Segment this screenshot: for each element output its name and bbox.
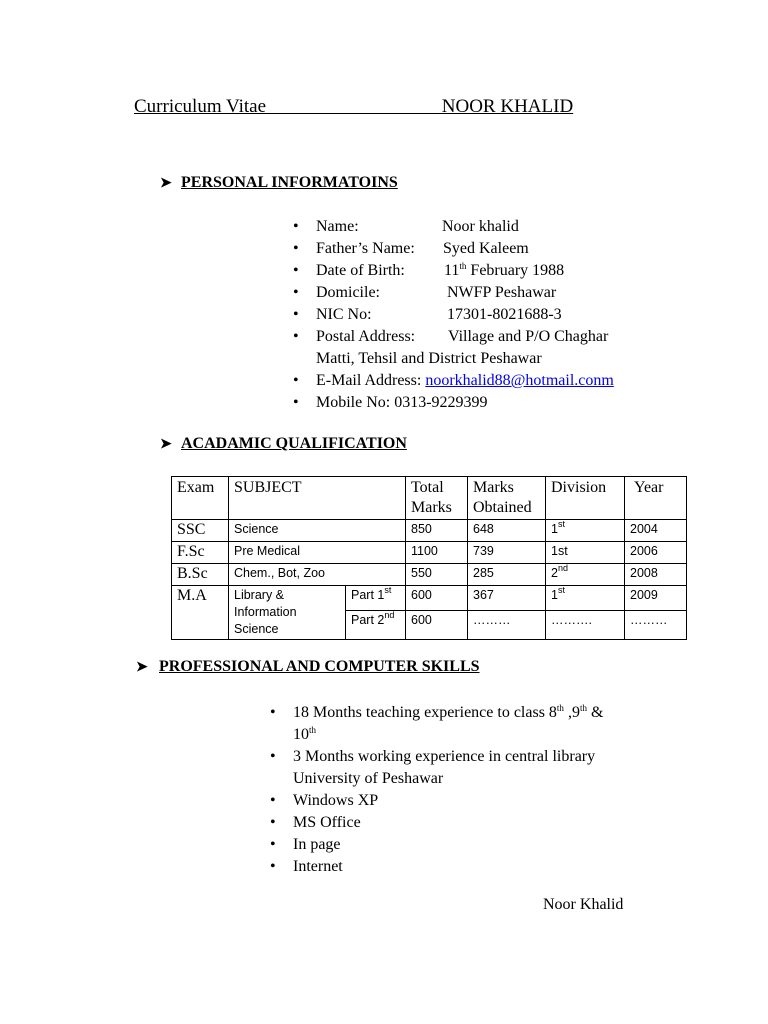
title-underline-gap <box>266 96 442 117</box>
list-item: • NIC No: 17301-8021688-3 <box>291 304 614 326</box>
col-subject: SUBJECT <box>229 477 406 520</box>
list-item: • Mobile No: 0313-9229399 <box>291 392 614 414</box>
skills-list <box>268 702 603 878</box>
academic-heading: ACADAMIC QUALIFICATION <box>181 435 407 452</box>
list-item: • Internet <box>268 856 603 878</box>
list-item: • Father’s Name: Syed Kaleem <box>291 238 614 260</box>
list-item: • Windows XP <box>268 790 603 812</box>
table-row: B.Sc Chem., Bot, Zoo 550 285 2nd 2008 <box>172 564 687 586</box>
qualification-table <box>171 476 687 640</box>
col-exam: Exam <box>172 477 229 520</box>
table-row: F.Sc Pre Medical 1100 739 1st 2006 <box>172 542 687 564</box>
applicant-name: NOOR KHALID <box>441 96 574 117</box>
cv-title: Curriculum Vitae <box>134 96 267 117</box>
list-item: • Date of Birth: 11th February 1988 <box>291 260 614 282</box>
list-item: • Name: Noor khalid <box>291 216 614 238</box>
list-item: • MS Office <box>268 812 603 834</box>
list-item: • Postal Address: Village and P/O Chaghar Matti, Tehsil and District Peshawar <box>291 326 614 370</box>
col-year: Year <box>625 477 687 520</box>
list-item: • In page <box>268 834 603 856</box>
col-total: Total Marks <box>406 477 468 520</box>
personal-info-heading: PERSONAL INFORMATOINS <box>181 174 398 191</box>
list-item: • Domicile: NWFP Peshawar <box>291 282 614 304</box>
table-row: M.A Library & Information Science Part 1st 600 367 1st 2009 <box>172 586 687 611</box>
personal-info-list <box>291 216 614 414</box>
list-item: • 18 Months teaching experience to class 8th ,9th & 10th <box>268 702 603 746</box>
table-row: Part 2nd 600 ……… ………. ……… <box>172 610 687 639</box>
arrowhead-bullet-icon: ➤ <box>136 660 148 675</box>
cv-title-line <box>134 96 573 118</box>
arrowhead-bullet-icon: ➤ <box>160 176 172 191</box>
col-division: Division <box>546 477 625 520</box>
signature-name: Noor Khalid <box>543 896 624 913</box>
arrowhead-bullet-icon: ➤ <box>160 437 172 452</box>
col-obtained: Marks Obtained <box>468 477 546 520</box>
email-link[interactable]: noorkhalid88@hotmail.conm <box>425 372 614 389</box>
table-row: SSC Science 850 648 1st 2004 <box>172 520 687 542</box>
list-item: • 3 Months working experience in central library University of Peshawar <box>268 746 603 790</box>
table-header-row <box>172 477 687 520</box>
skills-heading: PROFESSIONAL AND COMPUTER SKILLS <box>159 658 480 675</box>
ma-subject: Library & Information Science <box>229 586 346 640</box>
list-item: • E-Mail Address: noorkhalid88@hotmail.conm <box>291 370 614 392</box>
